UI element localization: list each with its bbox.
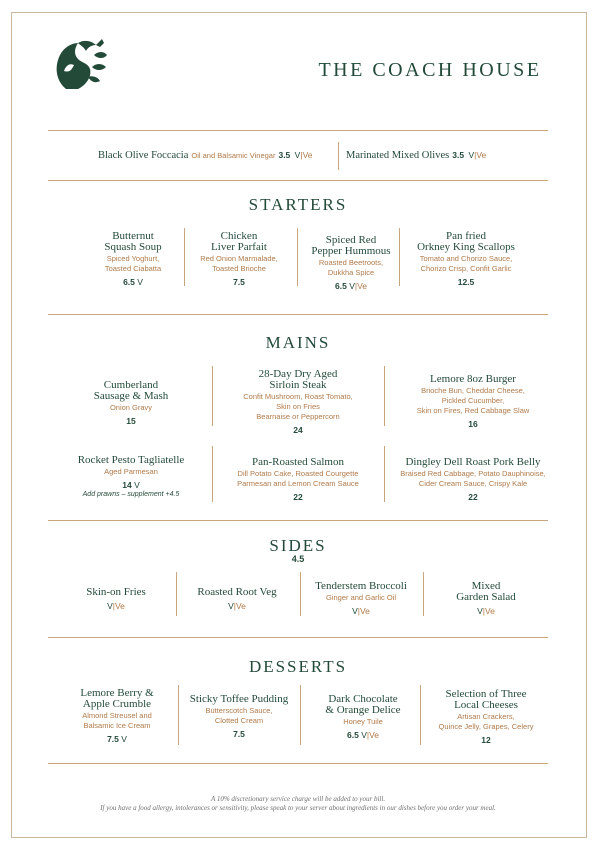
divider [48,314,548,315]
main-item: Rocket Pesto Tagliatelle Aged Parmesan 14 V Add prawns – supplement +4.5 [77,454,185,498]
starter-item: Chicken Liver Parfait Red Onion Marmalade, Toasted Brioche 7.5 [200,230,278,287]
divider [384,446,385,502]
divider [212,446,213,502]
side-item: Tenderstem Broccoli Ginger and Garlic Oil V|Ve [315,580,407,616]
divider [176,572,177,616]
mains-heading: MAINS [265,333,331,352]
main-item: 28-Day Dry Aged Sirloin Steak Confit Mushroom, Roast Tomato, Skin on Fries Bearnaise or Peppercorn 24 [243,368,353,435]
divider [399,228,400,286]
side-item: Roasted Root Veg V|Ve [197,586,277,611]
starter-item: Spiced Red Pepper Hummous Roasted Beetroots, Dukkha Spice 6.5 V|Ve [311,234,391,291]
main-item: Cumberland Sausage & Mash Onion Gravy 15 [93,379,169,426]
olives-item: Marinated Mixed Olives 3.5 V|Ve [346,150,487,161]
starters-heading: STARTERS [248,195,348,214]
divider [178,685,179,745]
divider [212,366,213,426]
dessert-item: Dark Chocolate & Orange Delice Honey Tuile 6.5 V|Ve [325,693,401,740]
divider [338,142,339,170]
side-item: Skin-on Fries V|Ve [86,586,146,611]
coach-house-logo [52,37,110,93]
restaurant-name: THE COACH HOUSE [318,59,542,81]
divider [48,130,548,131]
sides-price: 4.5 [291,554,305,564]
dessert-item: Selection of Three Local Cheeses Artisan Crackers, Quince Jelly, Grapes, Celery 12 [438,688,534,745]
desserts-heading: DESSERTS [248,657,348,676]
divider [48,180,548,181]
main-item: Lemore 8oz Burger Brioche Bun, Cheddar Cheese, Pickled Cucumber, Skin on Fires, Red Cabbage Slaw 16 [416,373,530,429]
dessert-item: Sticky Toffee Pudding Butterscotch Sauce, Clotted Cream 7.5 [189,693,289,739]
main-item: Dingley Dell Roast Pork Belly Braised Red Cabbage, Potato Dauphinoise, Cider Cream Sauce, Crispy Kale 22 [400,456,546,502]
divider [48,520,548,521]
allergy-note: If you have a food allergy, intolerances or sensitivity, please speak to your server about ingredients in our dishes before you order your meal. [100,804,496,812]
starter-item: Butternut Squash Soup Spiced Yoghurt, Toasted Ciabatta 6.5 V [104,230,162,287]
main-item: Pan-Roasted Salmon Dill Potato Cake, Roasted Courgette Parmesan and Lemon Cream Sauce 22 [237,456,359,502]
service-charge-note: A 10% discretionary service charge will be added to your bill. [210,795,386,803]
starter-item: Pan fried Orkney King Scallops Tomato and Chorizo Sauce, Chorizo Crisp, Confit Garlic 12.5 [417,230,515,287]
divider [423,572,424,616]
sides-heading: SIDES [269,536,327,555]
bread-item: Black Olive Foccacia Oil and Balsamic Vinegar 3.5 V|Ve [98,150,313,161]
divider [420,685,421,745]
divider [48,637,548,638]
side-item: Mixed Garden Salad V|Ve [456,580,516,616]
divider [184,228,185,286]
divider [48,763,548,764]
divider [300,685,301,745]
divider [384,366,385,426]
dessert-item: Lemore Berry & Apple Crumble Almond Streusel and Balsamic Ice Cream 7.5 V [80,687,154,744]
